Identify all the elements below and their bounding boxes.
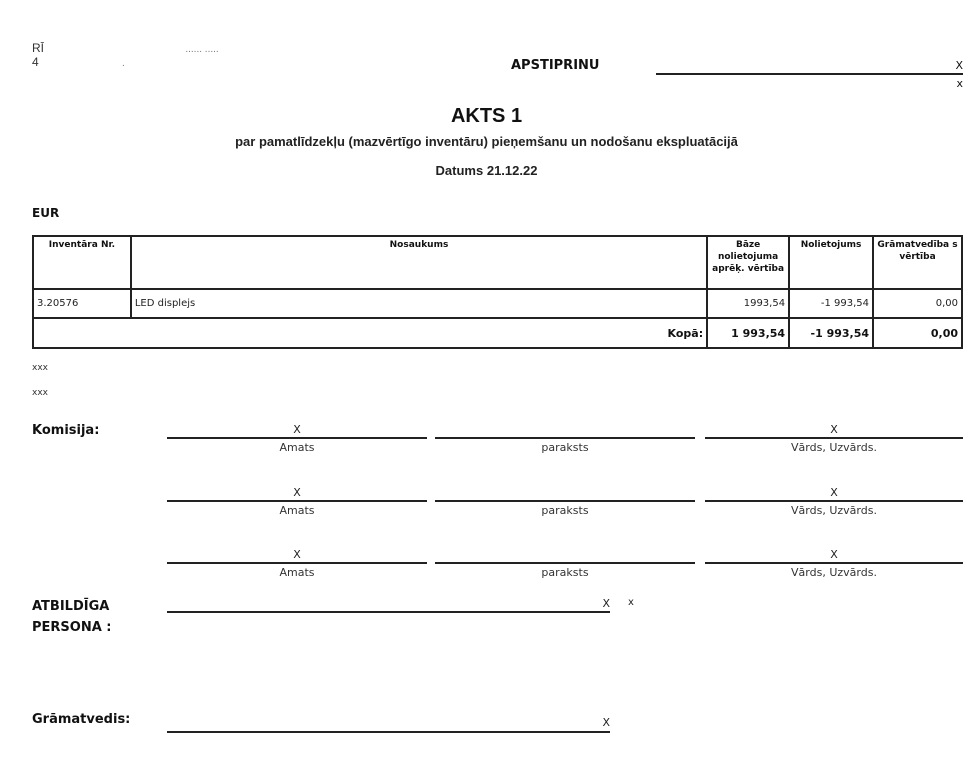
cell-name: LED displejs <box>131 289 707 318</box>
name-label: Vārds, Uzvārds. <box>791 566 877 579</box>
member-position: X <box>293 486 301 499</box>
responsible-signature-line <box>167 611 610 613</box>
member-position: X <box>293 548 301 561</box>
cell-inventory-nr: 3.20576 <box>33 289 131 318</box>
approve-name: X <box>955 59 963 72</box>
name-label: Vārds, Uzvārds. <box>791 504 877 517</box>
document-subtitle: par pamatlīdzekļu (mazvērtīgo inventāru) pieņemšanu un nodošanu ekspluatācijā <box>235 134 738 149</box>
position-line <box>167 500 427 502</box>
signature-label: paraksts <box>541 441 589 454</box>
position-line <box>167 437 427 439</box>
col-name: Nosaukums <box>131 236 707 289</box>
org-line-1 <box>32 41 219 55</box>
signature-line <box>435 562 695 564</box>
total-label: Kopā: <box>33 318 707 348</box>
signature-label: paraksts <box>541 504 589 517</box>
cell-depreciation: -1 993,54 <box>789 289 873 318</box>
table-row <box>33 289 962 318</box>
commission-label: Komisija: <box>32 423 100 438</box>
note-1: xxx <box>32 363 48 373</box>
position-label: Amats <box>279 441 315 454</box>
responsible-label-line-2: PERSONA : <box>32 620 112 635</box>
signature-line <box>435 500 695 502</box>
approve-signature-line <box>656 73 963 75</box>
org-address-tail: . <box>122 58 125 69</box>
member-position: X <box>293 423 301 436</box>
approve-label: APSTIPRINU <box>511 58 600 73</box>
name-label: Vārds, Uzvārds. <box>791 441 877 454</box>
responsible-label <box>32 596 112 638</box>
col-inventory-nr: Inventāra Nr. <box>33 236 131 289</box>
approve-position: x <box>956 77 963 90</box>
name-line <box>705 437 963 439</box>
total-depreciation: -1 993,54 <box>789 318 873 348</box>
col-depreciation: Nolietojums <box>789 236 873 289</box>
responsible-name: X <box>602 597 610 610</box>
cell-book-value: 0,00 <box>873 289 962 318</box>
col-book-value: Grāmatvedība s vērtība <box>873 236 962 289</box>
position-line <box>167 562 427 564</box>
org-address: 4 <box>32 55 39 69</box>
signature-line <box>435 437 695 439</box>
org-line-2 <box>32 55 125 69</box>
col-base-value: Bāze nolietojuma aprēķ. vērtība <box>707 236 789 289</box>
responsible-label-line-1: ATBILDĪGA <box>32 599 110 614</box>
cell-base-value: 1993,54 <box>707 289 789 318</box>
document-date: Datums 21.12.22 <box>435 163 538 178</box>
position-label: Amats <box>279 504 315 517</box>
responsible-extra: x <box>628 597 634 608</box>
member-name: X <box>830 423 838 436</box>
position-label: Amats <box>279 566 315 579</box>
note-2: xxx <box>32 388 48 398</box>
total-book-value: 0,00 <box>873 318 962 348</box>
member-name: X <box>830 548 838 561</box>
name-line <box>705 500 963 502</box>
org-name-tail: ...... ..... <box>185 44 219 55</box>
accountant-signature-line <box>167 731 610 733</box>
table-total-row <box>33 318 962 348</box>
name-line <box>705 562 963 564</box>
org-name: RĪ <box>32 41 44 55</box>
accountant-label: Grāmatvedis: <box>32 712 131 727</box>
currency-label: EUR <box>32 206 60 220</box>
member-name: X <box>830 486 838 499</box>
document-title: AKTS 1 <box>450 105 523 127</box>
total-base-value: 1 993,54 <box>707 318 789 348</box>
accountant-name: X <box>602 716 610 729</box>
table-header-row <box>33 236 962 289</box>
assets-table <box>32 235 963 349</box>
signature-label: paraksts <box>541 566 589 579</box>
